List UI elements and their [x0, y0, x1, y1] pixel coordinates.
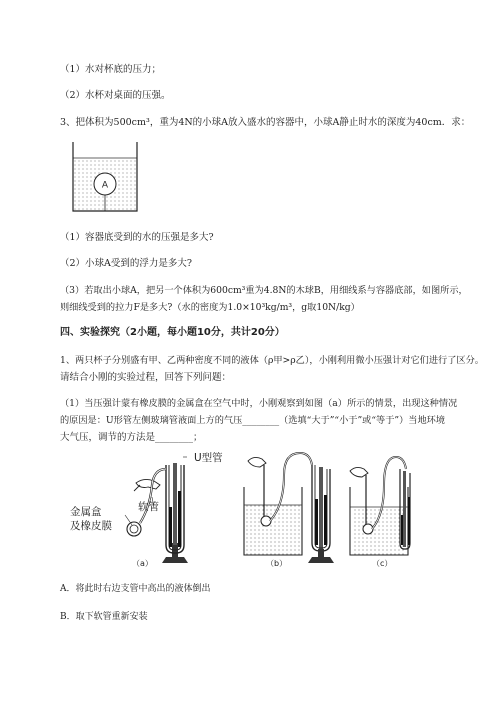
option-a: A．将此时右边支管中高出的液体倒出 [60, 584, 211, 594]
soft-tube-label: 软管 [138, 501, 159, 513]
experiment-1-sub1-line2: 的原因是：U形管左侧玻璃管液面上方的气压________（选填“大于”“小于”或“等于”）当地环境 [60, 415, 446, 426]
ball-a-label: A [101, 180, 109, 191]
figure-a [70, 451, 223, 568]
experiment-1-stem-line1: 1、两只杯子分别盛有甲、乙两种密度不同的液体（ρ甲>ρ乙），小刚利用微小压强计对它们进行了区分。 [60, 355, 484, 366]
question-3-sub2: （2）小球A受到的浮力是多大? [60, 258, 192, 269]
option-b: B．取下软管重新安装 [60, 612, 148, 622]
experiment-1-stem-line2: 请结合小刚的实验过程，回答下列问题： [60, 372, 232, 383]
question-3-stem: 3、把体积为500cm³，重为4N的小球A放入盛水的容器中，小球A静止时水的深度为40cm．求： [60, 117, 471, 128]
experiment-1-sub1-line1: （1）当压强计蒙有橡皮膜的金属盒在空气中时，小刚观察到如图（a）所示的情景，出现这种情况 [60, 398, 458, 409]
membrane-label: 及橡皮膜 [70, 520, 112, 532]
experiment-1-sub1-line3: 大气压，调节的方法是________； [60, 432, 203, 443]
metal-box-label: 金属盒 [70, 506, 102, 518]
figure-b [244, 453, 334, 568]
figure-c-caption: （c） [372, 559, 393, 568]
container-figure [70, 140, 150, 215]
question-3-sub3-line1: （3）若取出小球A，把另一个体积为600cm³重为4.8N的木球B，用细线系与容器底部，如图所示， [60, 285, 468, 296]
figure-b-caption: （b） [266, 559, 288, 568]
prev-question-part2: （2）水杯对桌面的压强。 [60, 90, 171, 101]
figure-c [350, 457, 410, 568]
prev-question-part1: （1）水对杯底的压力； [60, 64, 162, 75]
figure-a-caption: （a） [132, 559, 153, 568]
u-tube-label: U型管 [194, 452, 223, 464]
question-3-sub1: （1）容器底受到的水的压强是多大? [60, 232, 214, 243]
experiment-figure [70, 445, 415, 575]
section-4-title: 四、实验探究（2小题，每小题10分，共计20分） [60, 327, 285, 338]
question-3-sub3-line2: 则细线受到的拉力F是多大?（水的密度为1.0×10³kg/m³，g取10N/kg） [60, 302, 360, 313]
